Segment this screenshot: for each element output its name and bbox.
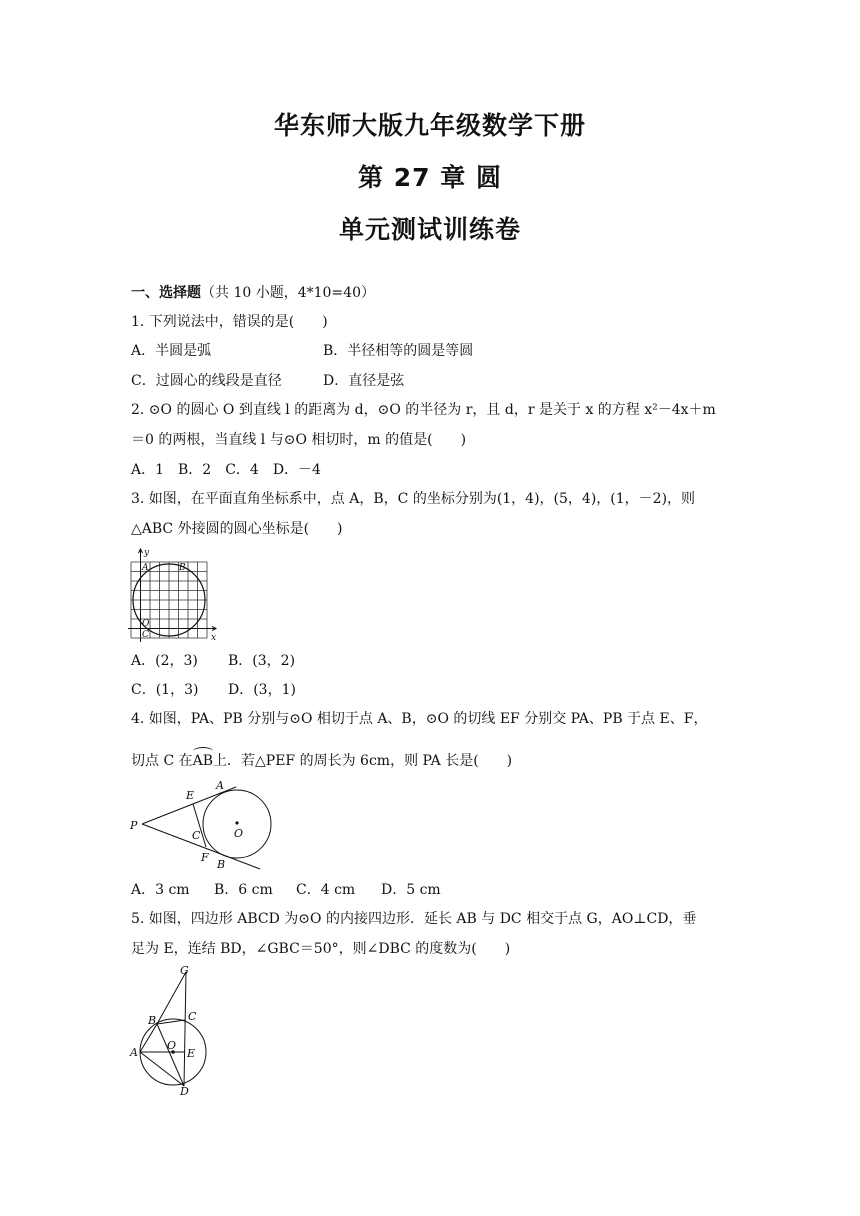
q4-center-dot [235,821,238,824]
q3-figure [126,546,226,646]
q5-label-e: E [187,1047,196,1060]
q5-label-g: G [180,964,189,977]
q3-label-x: x [211,633,217,643]
q3-stem-line2: △ABC 外接圆的圆心坐标是( ) [131,521,343,537]
q2-stem-line2: ＝0 的两根，当直线 l 与⊙O 相切时，m 的值是( ) [131,432,467,448]
q4-option-b: B．6 cm [214,882,273,898]
section-heading-note: （共 10 小题，4*10=40） [201,285,375,301]
q4-label-b: B [217,858,226,871]
q3-option-c: C．(1，3) [131,682,199,698]
q5-stem-line1: 5. 如图，四边形 ABCD 为⊙O 的内接四边形．延长 AB 与 DC 相交于点 G，AO⊥CD，垂 [131,911,697,927]
q4-stem-line1: 4. 如图，PA、PB 分别与⊙O 相切于点 A、B，⊙O 的切线 EF 分别交 PA、PB 于点 E、F， [131,711,708,727]
q1-option-c: C．过圆心的线段是直径 [131,373,282,389]
q3-label-c: C [142,630,149,640]
test-title: 单元测试训练卷 [338,215,521,244]
doc-title: 华东师大版九年级数学下册 [273,111,586,140]
section-heading-label: 一、选择题 [131,285,201,301]
q3-label-y: y [144,548,150,558]
q4-label-e: E [186,789,195,802]
q1-option-a: A．半圆是弧 [131,343,212,359]
q2-options: A．1 B．2 C．4 D．－4 [131,462,321,478]
section-heading [131,283,375,303]
q5-line-gcd [184,972,186,1086]
q5-label-d: D [180,1085,189,1098]
q5-label-c: C [188,1010,197,1023]
q5-figure [126,962,226,1097]
q5-line-ad [140,1052,184,1086]
q3-label-o: O [142,619,150,629]
chapter-title: 第 27 章 圆 [358,163,502,192]
q1-option-d: D．直径是弦 [323,373,405,389]
q3-option-a: A．(2，3) [131,653,198,669]
q4-stem-line2 [131,751,512,771]
q3-option-d: D．(3，1) [228,682,296,698]
q5-stem-line2: 足为 E，连结 BD，∠GBC＝50°，则∠DBC 的度数为( ) [131,941,511,957]
q5-label-o: O [167,1039,177,1052]
q4-label-a: A [216,779,224,792]
q5-line-bd [157,1024,184,1086]
q1-option-b: B．半径相等的圆是等圆 [323,343,474,359]
q4-label-o: O [234,827,244,840]
q4-label-f: F [201,851,209,864]
q2-stem-line1: 2. ⊙O 的圆心 O 到直线 l 的距离为 d，⊙O 的半径为 r，且 d，r 是关于 x 的方程 x²－4x＋m [131,402,716,418]
q3-label-a: A [142,563,149,573]
q5-label-b: B [148,1014,157,1027]
q5-line-bc [157,1020,185,1024]
q3-option-b: B．(3，2) [228,653,296,669]
q4-stem-post: 上．若△PEF 的周长为 6cm，则 PA 长是( ) [213,753,513,769]
q3-label-b: B [179,563,186,573]
q4-stem-pre: 切点 C 在 [131,753,193,769]
q4-option-d: D．5 cm [381,882,441,898]
q1-stem: 1. 下列说法中，错误的是( ) [131,314,328,330]
q4-option-a: A．3 cm [131,882,190,898]
q4-figure [126,777,276,872]
q4-label-p: P [130,819,138,832]
q4-option-c: C．4 cm [296,882,356,898]
q4-arc-ab: AB [192,753,214,769]
q5-label-a: A [130,1046,138,1059]
q3-stem-line1: 3. 如图，在平面直角坐标系中，点 A，B，C 的坐标分别为(1，4)，(5，4)，(1，－2)，则 [131,491,696,507]
q4-label-c: C [192,829,201,842]
q5-line-agb [140,972,186,1052]
